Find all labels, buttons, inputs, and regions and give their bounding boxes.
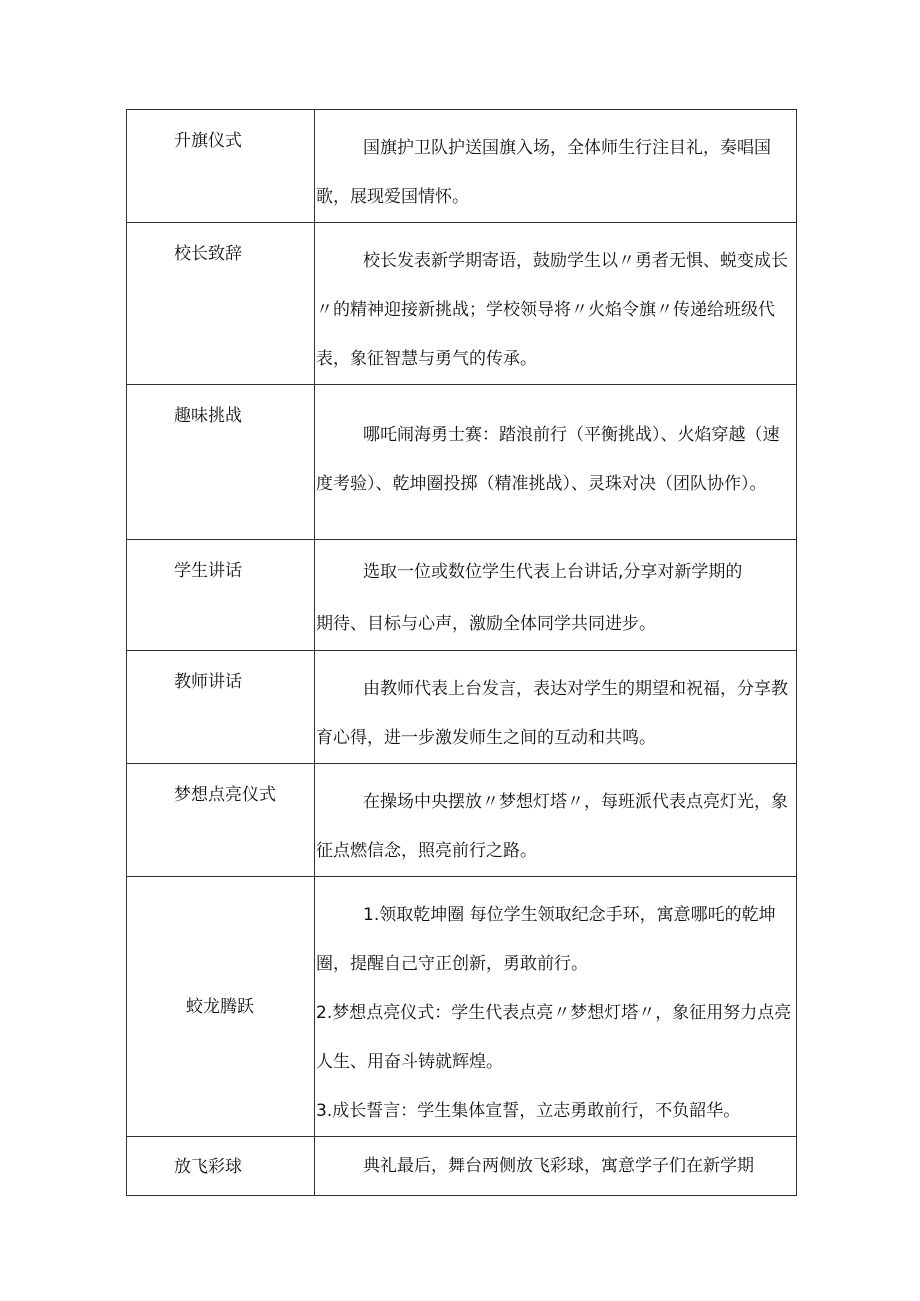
item-name: 学生讲话 <box>174 561 242 581</box>
description-paragraph: 在操场中央摆放〃梦想灯塔〃，每班派代表点亮灯光，象征点燃信念，照亮前行之路。 <box>316 792 788 861</box>
table-row <box>127 385 797 540</box>
item-name: 蛟龙腾跃 <box>186 996 254 1017</box>
description-paragraph: 选取一位或数位学生代表上台讲话,分享对新学期的 <box>363 562 743 582</box>
item-description <box>315 764 796 876</box>
description-paragraph: 哪吒闹海勇士赛：踏浪前行（平衡挑战）、火焰穿越（速度考验）、乾坤圈投掷（精准挑战）、灵珠对决（团队协作）。 <box>316 425 780 494</box>
item-name-cell <box>127 385 315 540</box>
item-name: 教师讲话 <box>174 672 242 692</box>
description-paragraph: 3.成长誓言：学生集体宣誓，立志勇敢前行，不负韶华。 <box>316 1101 741 1121</box>
item-name-cell <box>127 110 315 223</box>
item-description-cell <box>315 764 797 877</box>
item-description <box>315 651 796 763</box>
table-row <box>127 223 797 385</box>
table-row <box>127 651 797 764</box>
item-description <box>315 540 796 650</box>
description-paragraph: 典礼最后，舞台两侧放飞彩球，寓意学子们在新学期 <box>363 1156 754 1176</box>
item-name-cell <box>127 764 315 877</box>
item-name: 放飞彩球 <box>174 1157 242 1177</box>
description-paragraph: 国旗护卫队护送国旗入场，全体师生行注目礼，奏唱国歌，展现爱国情怀。 <box>316 138 771 207</box>
item-description-cell <box>315 223 797 385</box>
item-name-cell <box>127 651 315 764</box>
item-description <box>315 1137 796 1191</box>
item-description-cell <box>315 385 797 540</box>
item-description-cell <box>315 540 797 651</box>
item-name: 校长致辞 <box>174 244 242 264</box>
item-description-cell <box>315 110 797 223</box>
item-name: 梦想点亮仪式 <box>174 785 276 805</box>
table-row <box>127 540 797 651</box>
item-description-cell <box>315 651 797 764</box>
description-paragraph: 由教师代表上台发言，表达对学生的期望和祝福，分享教育心得，进一步激发师生之间的互动和共鸣。 <box>316 679 788 748</box>
item-description <box>315 110 796 222</box>
item-name: 升旗仪式 <box>174 131 242 151</box>
table-row <box>127 1137 797 1196</box>
table-row <box>127 110 797 223</box>
description-paragraph: 2.梦想点亮仪式：学生代表点亮〃梦想灯塔〃，象征用努力点亮人生、用奋斗铸就辉煌。 <box>316 1003 792 1072</box>
item-name-cell <box>127 877 315 1137</box>
table-row <box>127 764 797 877</box>
item-description <box>315 385 796 509</box>
item-name-cell <box>127 223 315 385</box>
item-description <box>315 877 796 1136</box>
item-name: 趣味挑战 <box>174 406 242 426</box>
table-row <box>127 877 797 1137</box>
item-description-cell <box>315 1137 797 1196</box>
item-description-cell <box>315 877 797 1137</box>
description-paragraph: 期待、目标与心声，激励全体同学共同进步。 <box>316 614 656 634</box>
item-name-cell <box>127 540 315 651</box>
description-paragraph: 校长发表新学期寄语，鼓励学生以〃勇者无惧、蜕变成长〃的精神迎接新挑战；学校领导将〃火焰令旗〃传递给班级代表，象征智慧与勇气的传承。 <box>316 251 788 369</box>
item-description <box>315 223 796 384</box>
item-name-cell <box>127 1137 315 1196</box>
program-table <box>126 109 797 1196</box>
description-paragraph: 1.领取乾坤圈 每位学生领取纪念手环，寓意哪吒的乾坤圈，提醒自己守正创新，勇敢前行。 <box>316 905 776 974</box>
